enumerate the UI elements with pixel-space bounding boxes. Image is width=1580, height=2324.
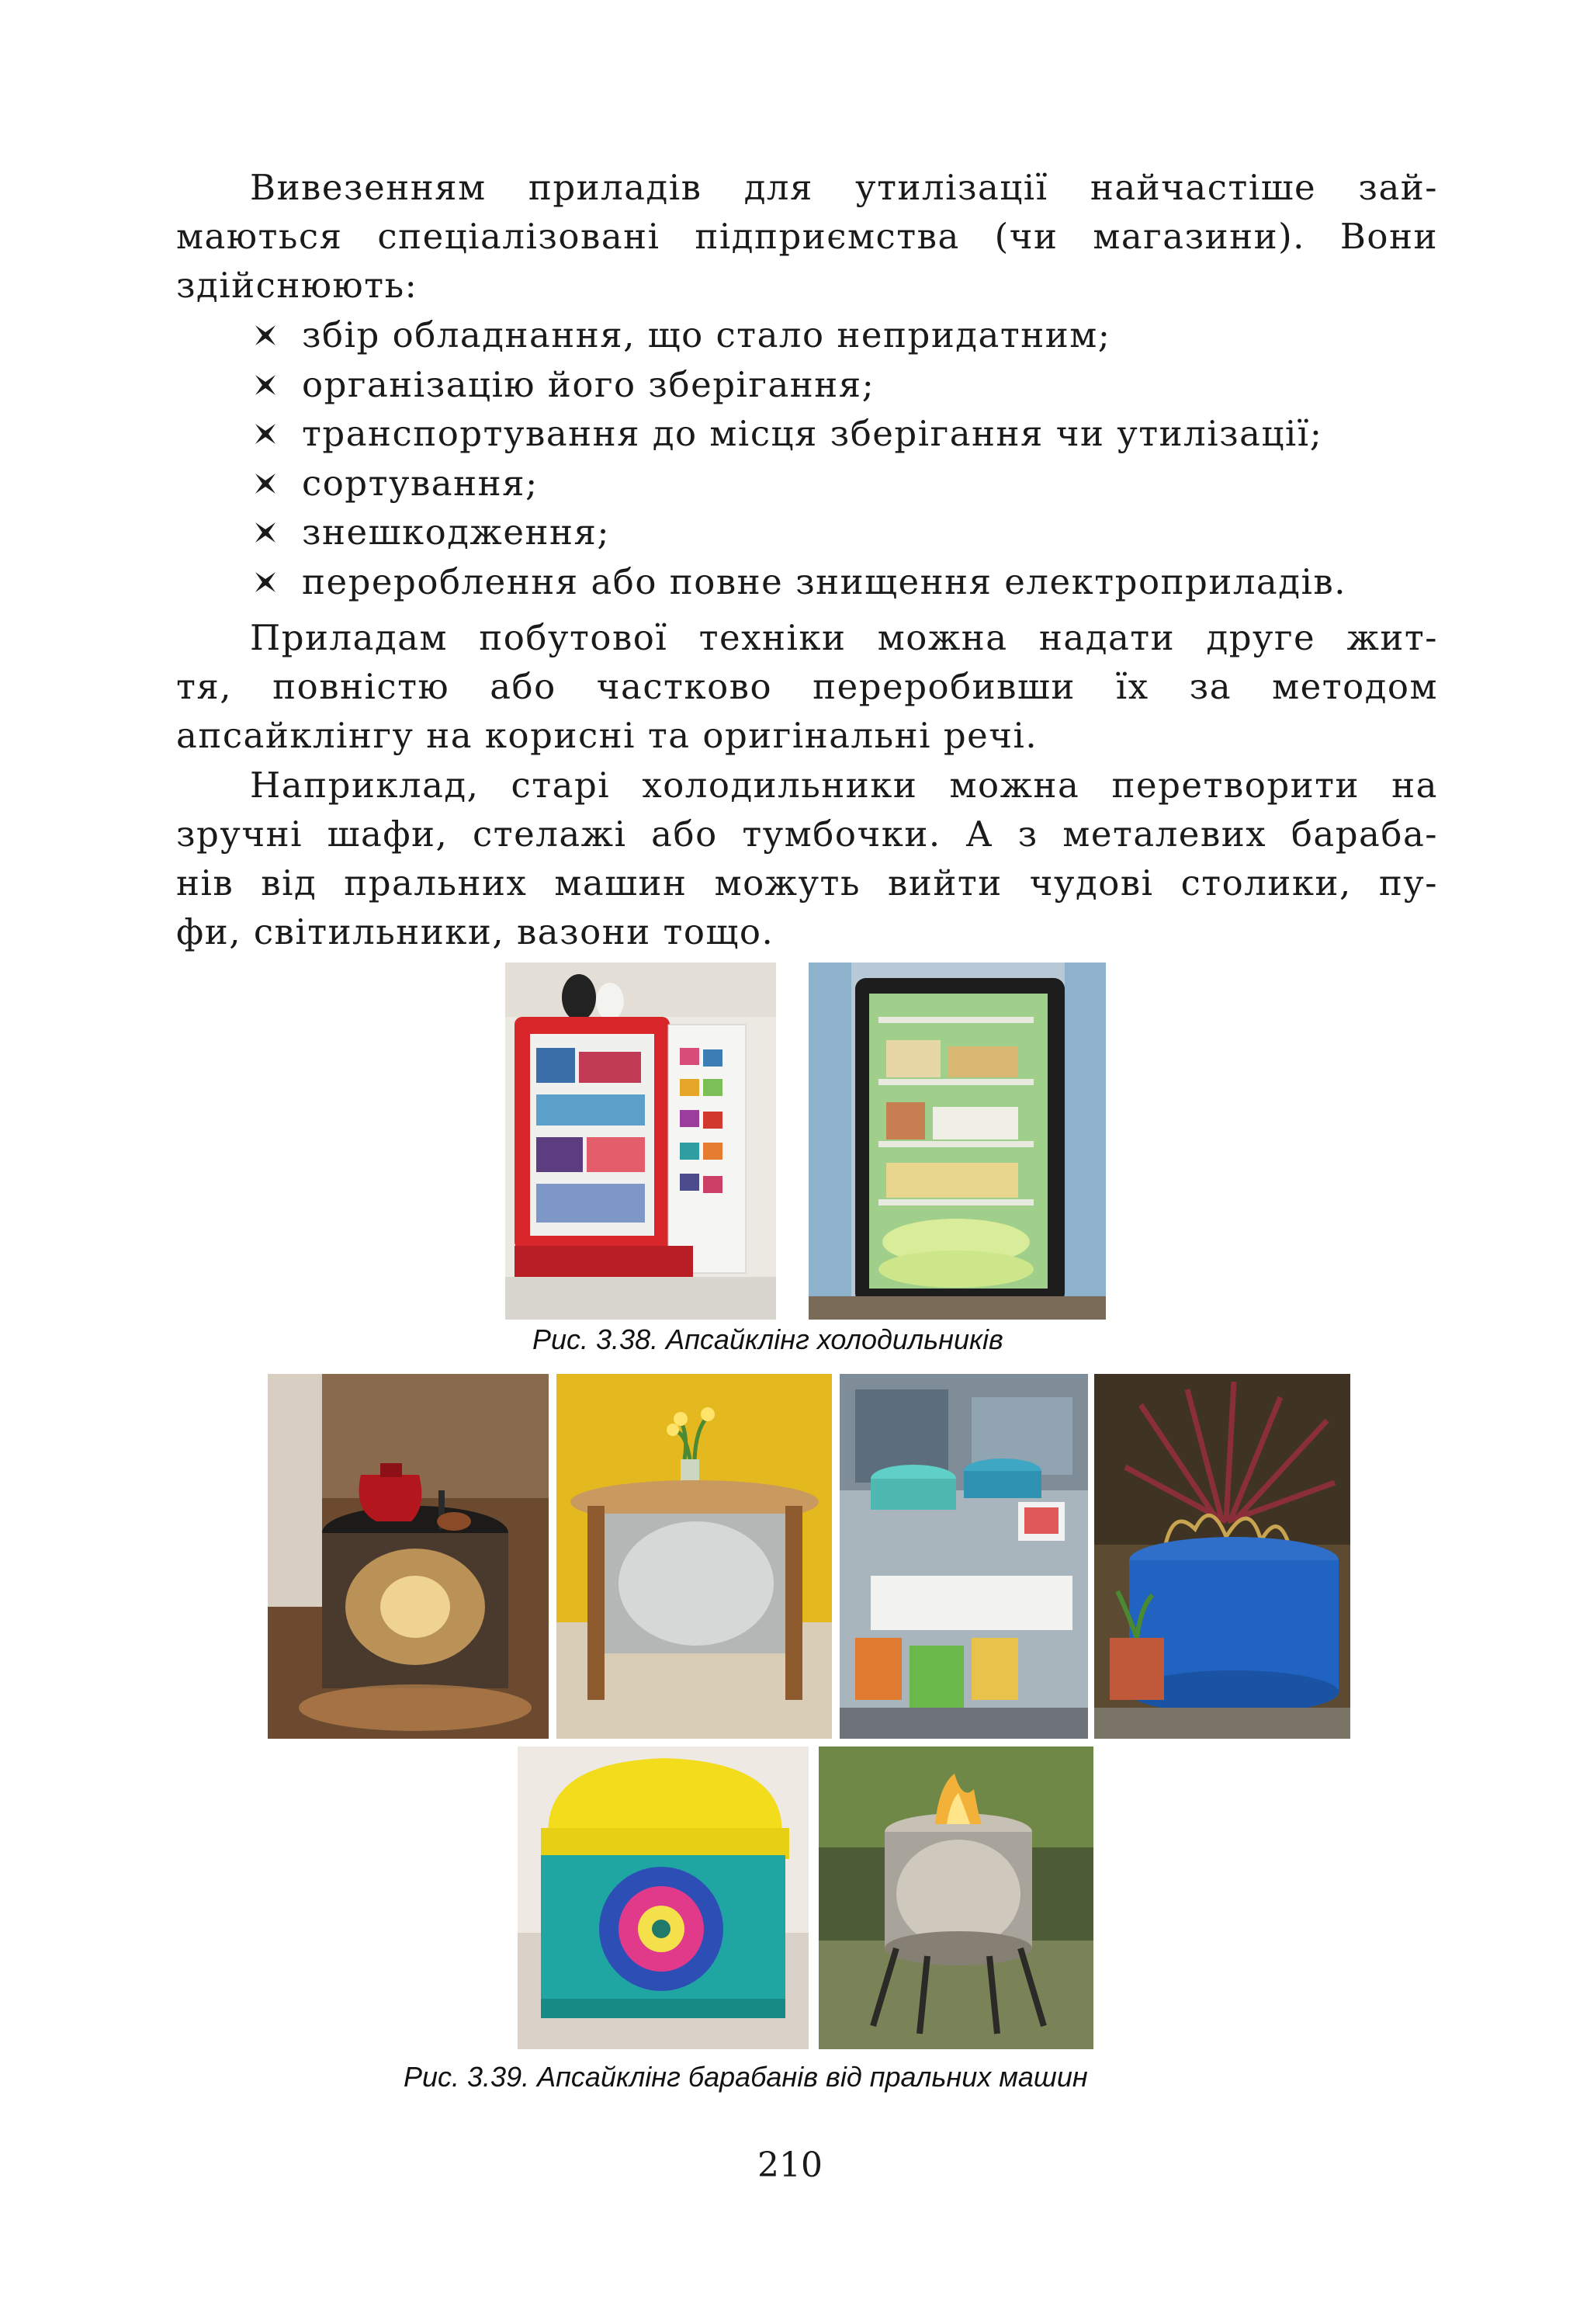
list-item [254,310,1464,360]
photo-green-fridge-cupboard [809,963,1106,1320]
star-bullet-icon [254,521,277,544]
paragraph-recycling-companies [176,163,1438,310]
paragraph-line: зручні шафи, стелажі або тумбочки. А з металевих бараба- [176,813,1438,855]
star-bullet-icon [254,324,277,347]
paragraph-line: нів від пральних машин можуть вийти чудові столики, пу- [176,862,1438,904]
paragraph-line: апсайклінгу на корисні та оригінальні речі. [176,715,1038,756]
services-list [254,310,1464,606]
photo-drum-side-table-teapot [268,1374,549,1739]
photo-drum-lampshades [840,1374,1088,1739]
list-item-text: транспортування до місця зберігання чи утилізації; [302,413,1323,454]
paragraph-line: маються спеціалізовані підприємства (чи магазини). Вони [176,216,1438,257]
list-item [254,409,1464,459]
star-bullet-icon [254,373,277,397]
star-bullet-icon [254,472,277,495]
paragraph-line: Приладам побутової техніки можна надати друге жит- [250,617,1438,658]
star-bullet-icon [254,422,277,446]
list-item [254,459,1464,508]
paragraph-line: тя, повністю або частково переробивши їх за методом [176,666,1438,707]
paragraph-line: Наприклад, старі холодильники можна перетворити на [250,765,1438,806]
photo-drum-fire-pit [819,1746,1093,2049]
photo-red-fridge-shelves [505,963,776,1320]
paragraph-second-life [176,613,1438,760]
list-item [254,508,1464,557]
paragraph-examples [176,761,1438,956]
list-item [254,360,1464,410]
list-item [254,557,1464,607]
star-bullet-icon [254,571,277,594]
paragraph-line: фи, світильники, вазони тощо. [176,911,774,952]
photo-drum-pouf-teal [518,1746,809,2049]
list-item-text: знешкодження; [302,512,610,553]
paragraph-line: здійснюють: [176,265,418,306]
page-number: 210 [757,2145,823,2185]
photo-drum-wooden-table [556,1374,832,1739]
list-item-text: перероблення або повне знищення електроприладів. [302,560,1346,602]
figure-caption-3-39: Рис. 3.39. Апсайклінг барабанів від пральних машин [404,2061,1088,2093]
list-item-text: збір обладнання, що стало непридатним; [302,314,1111,356]
photo-drum-plant-pot-blue [1094,1374,1350,1739]
list-item-text: сортування; [302,462,539,504]
paragraph-line: Вивезенням приладів для утилізації найчастіше зай- [250,167,1438,208]
list-item-text: організацію його зберігання; [302,363,875,405]
figure-caption-3-38: Рис. 3.38. Апсайклінг холодильників [532,1323,1003,1355]
